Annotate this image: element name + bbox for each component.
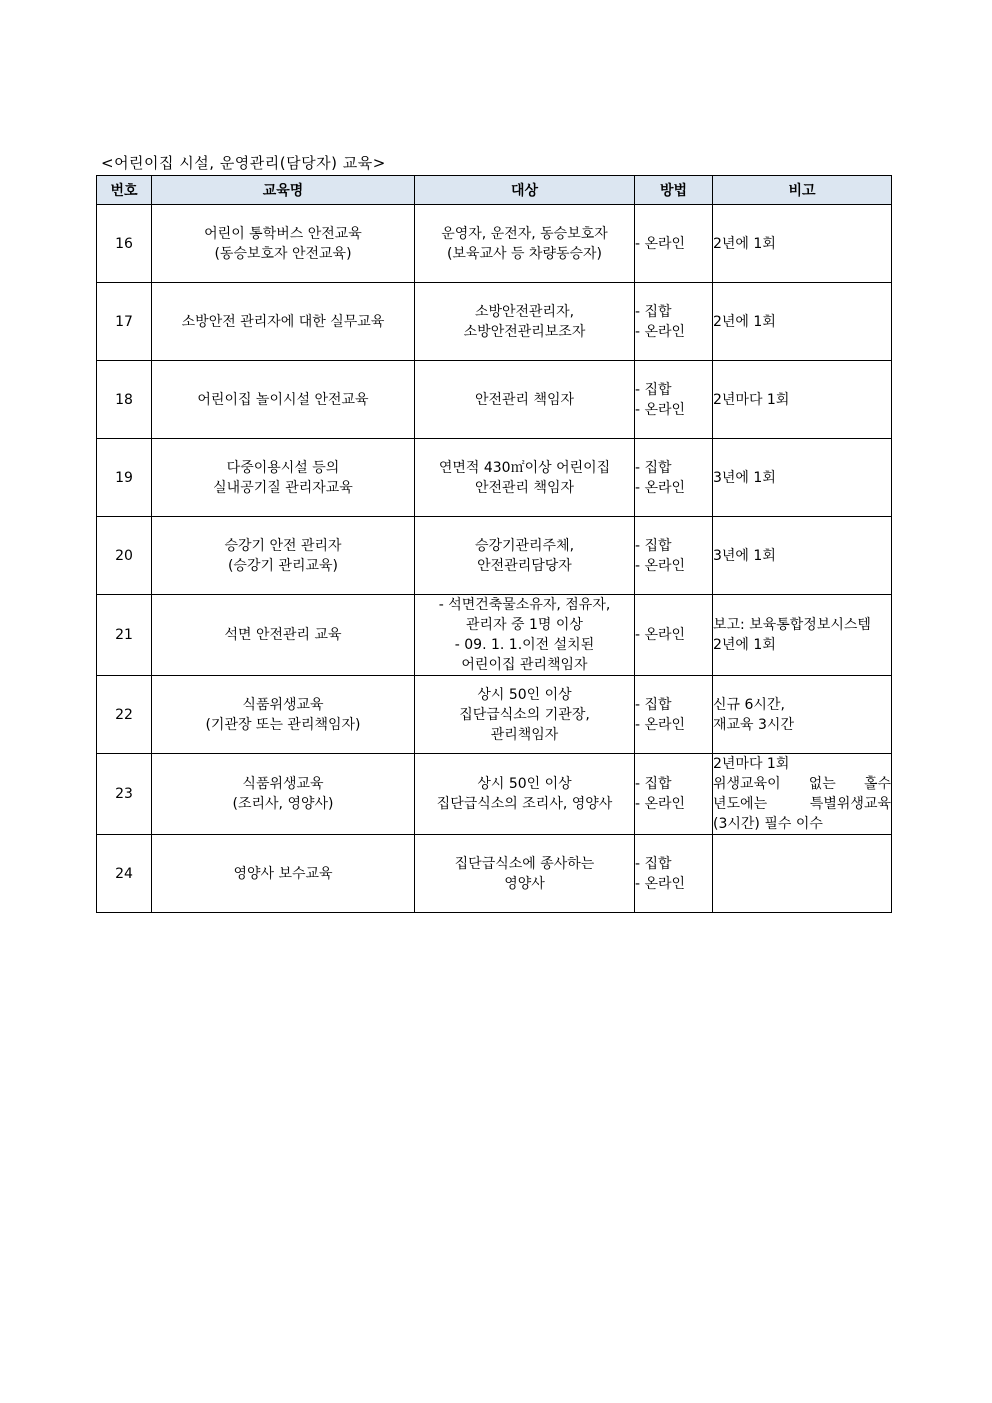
- table-body: [97, 205, 892, 913]
- target-audience-cell: [415, 439, 635, 517]
- row-number: 23: [97, 754, 152, 835]
- remarks-line: 위생교육이 없는 홀수: [713, 776, 891, 792]
- remarks-cell: [713, 361, 892, 439]
- education-method-line: - 온라인: [635, 716, 686, 733]
- remarks-cell: [713, 439, 892, 517]
- education-method-cell: [635, 676, 713, 754]
- target-audience-line: - 석면건축물소유자, 점유자,: [438, 597, 611, 613]
- target-audience-line: 안전관리담당자: [477, 557, 572, 574]
- row-number: 18: [97, 361, 152, 439]
- target-audience-line: 안전관리 책임자: [474, 391, 575, 408]
- remarks-line: 2년에 1회: [713, 235, 776, 252]
- table-caption: <어린이집 시설, 운영관리(담당자) 교육>: [101, 154, 386, 172]
- header-row: [97, 176, 892, 205]
- course-name-cell: [152, 361, 415, 439]
- remarks-line: 2년에 1회: [713, 637, 776, 653]
- row-number: 16: [97, 205, 152, 283]
- education-method-line: - 집합: [635, 776, 672, 792]
- remarks-line: 년도에는 특별위생교육: [713, 796, 891, 812]
- target-audience-line: (보육교사 등 차량동승자): [446, 245, 603, 262]
- education-method-line: - 온라인: [635, 557, 686, 574]
- target-audience-line: 운영자, 운전자, 동승보호자: [441, 225, 608, 242]
- course-name-cell: [152, 205, 415, 283]
- remarks-line: 재교육 3시간: [713, 716, 794, 733]
- target-audience-line: 어린이집 관리책임자: [461, 657, 588, 673]
- education-method-line: - 온라인: [635, 235, 686, 252]
- target-audience-line: 관리책임자: [490, 726, 559, 743]
- remarks-cell: [713, 835, 892, 913]
- target-audience-line: 영양사: [504, 875, 545, 892]
- table-row: [97, 361, 892, 439]
- course-name-line: 식품위생교육: [242, 776, 324, 792]
- remarks-line: 3년에 1회: [713, 547, 776, 564]
- education-method-line: - 집합: [635, 537, 672, 554]
- target-audience-line: 소방안전관리자,: [474, 303, 575, 320]
- course-name-line: (조리사, 영양사): [232, 796, 334, 812]
- target-audience-line: 연면적 430㎡이상 어린이집: [438, 459, 611, 476]
- target-audience-cell: [415, 205, 635, 283]
- target-audience-line: 승강기관리주체,: [474, 537, 575, 554]
- table-row: [97, 517, 892, 595]
- course-name-cell: [152, 283, 415, 361]
- education-method-line: - 온라인: [635, 875, 686, 892]
- target-audience-line: 상시 50인 이상: [477, 686, 572, 703]
- target-audience-cell: [415, 361, 635, 439]
- education-method-cell: [635, 283, 713, 361]
- target-audience-line: 안전관리 책임자: [474, 479, 575, 496]
- target-audience-line: 집단급식소에 종사하는: [454, 855, 595, 872]
- education-method-line: - 집합: [635, 855, 672, 872]
- row-number: 20: [97, 517, 152, 595]
- education-method-cell: [635, 754, 713, 835]
- course-name-cell: [152, 676, 415, 754]
- course-name-cell: [152, 595, 415, 676]
- course-name-cell: [152, 517, 415, 595]
- header-method: 방법: [635, 176, 713, 205]
- course-name-line: (기관장 또는 관리책임자): [205, 716, 361, 733]
- remarks-line: 2년에 1회: [713, 313, 776, 330]
- course-name-cell: [152, 754, 415, 835]
- remarks-line: 보고: 보육통합정보시스템: [713, 617, 871, 633]
- target-audience-line: - 09. 1. 1.이전 설치된: [454, 637, 595, 653]
- course-name-line: (승강기 관리교육): [227, 557, 339, 574]
- education-method-line: - 온라인: [635, 401, 686, 418]
- remarks-cell: [713, 754, 892, 835]
- course-name-cell: [152, 835, 415, 913]
- education-method-line: - 집합: [635, 696, 672, 713]
- education-method-line: - 집합: [635, 303, 672, 320]
- education-method-line: - 온라인: [635, 323, 686, 340]
- education-method-cell: [635, 439, 713, 517]
- remarks-cell: [713, 595, 892, 676]
- education-method-line: - 온라인: [635, 796, 686, 812]
- target-audience-line: 관리자 중 1명 이상: [466, 617, 583, 633]
- education-method-line: - 집합: [635, 381, 672, 398]
- remarks-line: 신규 6시간,: [713, 696, 785, 713]
- education-method-line: - 온라인: [635, 479, 686, 496]
- table-row: [97, 754, 892, 835]
- remarks-cell: [713, 676, 892, 754]
- target-audience-cell: [415, 676, 635, 754]
- target-audience-cell: [415, 517, 635, 595]
- target-audience-line: 집단급식소의 조리사, 영양사: [436, 796, 613, 812]
- course-name-line: 석면 안전관리 교육: [224, 627, 342, 643]
- course-name-line: 다중이용시설 등의: [226, 459, 340, 476]
- education-method-cell: [635, 361, 713, 439]
- course-name-line: 소방안전 관리자에 대한 실무교육: [181, 313, 385, 330]
- remarks-cell: [713, 517, 892, 595]
- remarks-line: 2년마다 1회: [713, 756, 790, 772]
- education-method-cell: [635, 517, 713, 595]
- table-row: [97, 835, 892, 913]
- course-name-line: 실내공기질 관리자교육: [213, 479, 353, 496]
- target-audience-line: 집단급식소의 기관장,: [459, 706, 590, 723]
- table-row: [97, 205, 892, 283]
- education-method-line: - 온라인: [635, 627, 686, 643]
- remarks-line: (3시간) 필수 이수: [713, 816, 823, 832]
- row-number: 22: [97, 676, 152, 754]
- education-method-line: - 집합: [635, 459, 672, 476]
- target-audience-line: 소방안전관리보조자: [463, 323, 586, 340]
- education-method-cell: [635, 835, 713, 913]
- remarks-line: 3년에 1회: [713, 469, 776, 486]
- remarks-cell: [713, 205, 892, 283]
- education-table: [96, 175, 892, 913]
- target-audience-line: 상시 50인 이상: [477, 776, 572, 792]
- row-number: 21: [97, 595, 152, 676]
- education-method-cell: [635, 595, 713, 676]
- target-audience-cell: [415, 595, 635, 676]
- table-header: [97, 176, 892, 205]
- target-audience-cell: [415, 283, 635, 361]
- header-course-name: 교육명: [152, 176, 415, 205]
- course-name-line: 어린이집 놀이시설 안전교육: [197, 391, 369, 408]
- target-audience-cell: [415, 754, 635, 835]
- course-name-line: 영양사 보수교육: [233, 865, 333, 882]
- education-method-cell: [635, 205, 713, 283]
- header-target: 대상: [415, 176, 635, 205]
- remarks-cell: [713, 283, 892, 361]
- course-name-line: 승강기 안전 관리자: [224, 537, 342, 554]
- table-row: [97, 283, 892, 361]
- row-number: 17: [97, 283, 152, 361]
- course-name-line: 어린이 통학버스 안전교육: [204, 225, 362, 242]
- header-note: 비고: [713, 176, 892, 205]
- table-row: [97, 439, 892, 517]
- header-number: 번호: [97, 176, 152, 205]
- target-audience-cell: [415, 835, 635, 913]
- course-name-line: (동승보호자 안전교육): [214, 245, 352, 262]
- remarks-line: 2년마다 1회: [713, 391, 790, 408]
- row-number: 19: [97, 439, 152, 517]
- row-number: 24: [97, 835, 152, 913]
- table-row: [97, 595, 892, 676]
- course-name-line: 식품위생교육: [242, 696, 324, 713]
- course-name-cell: [152, 439, 415, 517]
- table-row: [97, 676, 892, 754]
